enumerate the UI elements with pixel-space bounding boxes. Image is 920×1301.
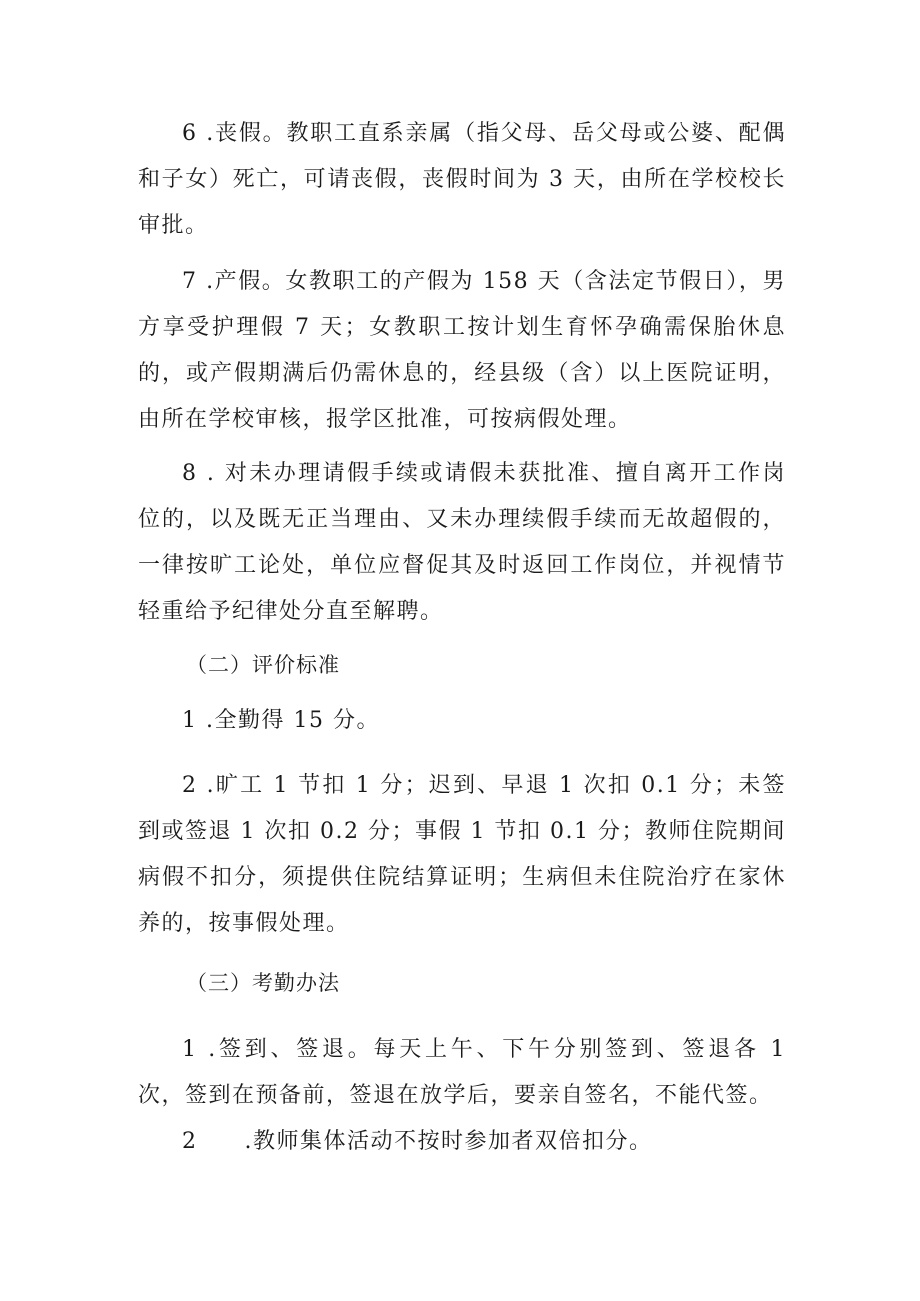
section-heading-evaluation: （二）评价标准 bbox=[186, 653, 340, 677]
paragraph-full-attendance: 1 .全勤得 15 分。 bbox=[182, 708, 380, 733]
section-heading-attendance-method: （三）考勤办法 bbox=[186, 971, 340, 995]
paragraph-sign-in-out: 1 .签到、签退。每天上午、下午分别签到、签退各 1 次，签到在预备前，签退在放学后，要亲自签名，不能代签。 bbox=[138, 1037, 786, 1108]
paragraph-absence-rules: 8 . 对未办理请假手续或请假未获批准、擅自离开工作岗位的，以及既无正当理由、又未办理续假手续而无故超假的，一律按旷工论处，单位应督促其及时返回工作岗位，并视情节轻重给予纪律处分直至解聘。 bbox=[138, 461, 786, 624]
paragraph-bereavement-leave: 6 .丧假。教职工直系亲属（指父母、岳父母或公婆、配偶和子女）死亡，可请丧假，丧假时间为 3 天，由所在学校校长审批。 bbox=[138, 121, 786, 238]
paragraph-group-activity: 2 .教师集体活动不按时参加者双倍扣分。 bbox=[182, 1129, 653, 1154]
paragraph-deductions: 2 .旷工 1 节扣 1 分；迟到、早退 1 次扣 0.1 分；未签到或签退 1 次扣 0.2 分；事假 1 节扣 0.1 分；教师住院期间病假不扣分，须提供住院结算证明；生病但未住院治疗在家休养的，按事假处理。 bbox=[138, 773, 786, 936]
paragraph-maternity-leave: 7 .产假。女教职工的产假为 158 天（含法定节假日），男方享受护理假 7 天；女教职工按计划生育怀孕确需保胎休息的，或产假期满后仍需休息的，经县级（含）以上医院证明，由所在学校审核，报学区批准，可按病假处理。 bbox=[138, 269, 786, 432]
